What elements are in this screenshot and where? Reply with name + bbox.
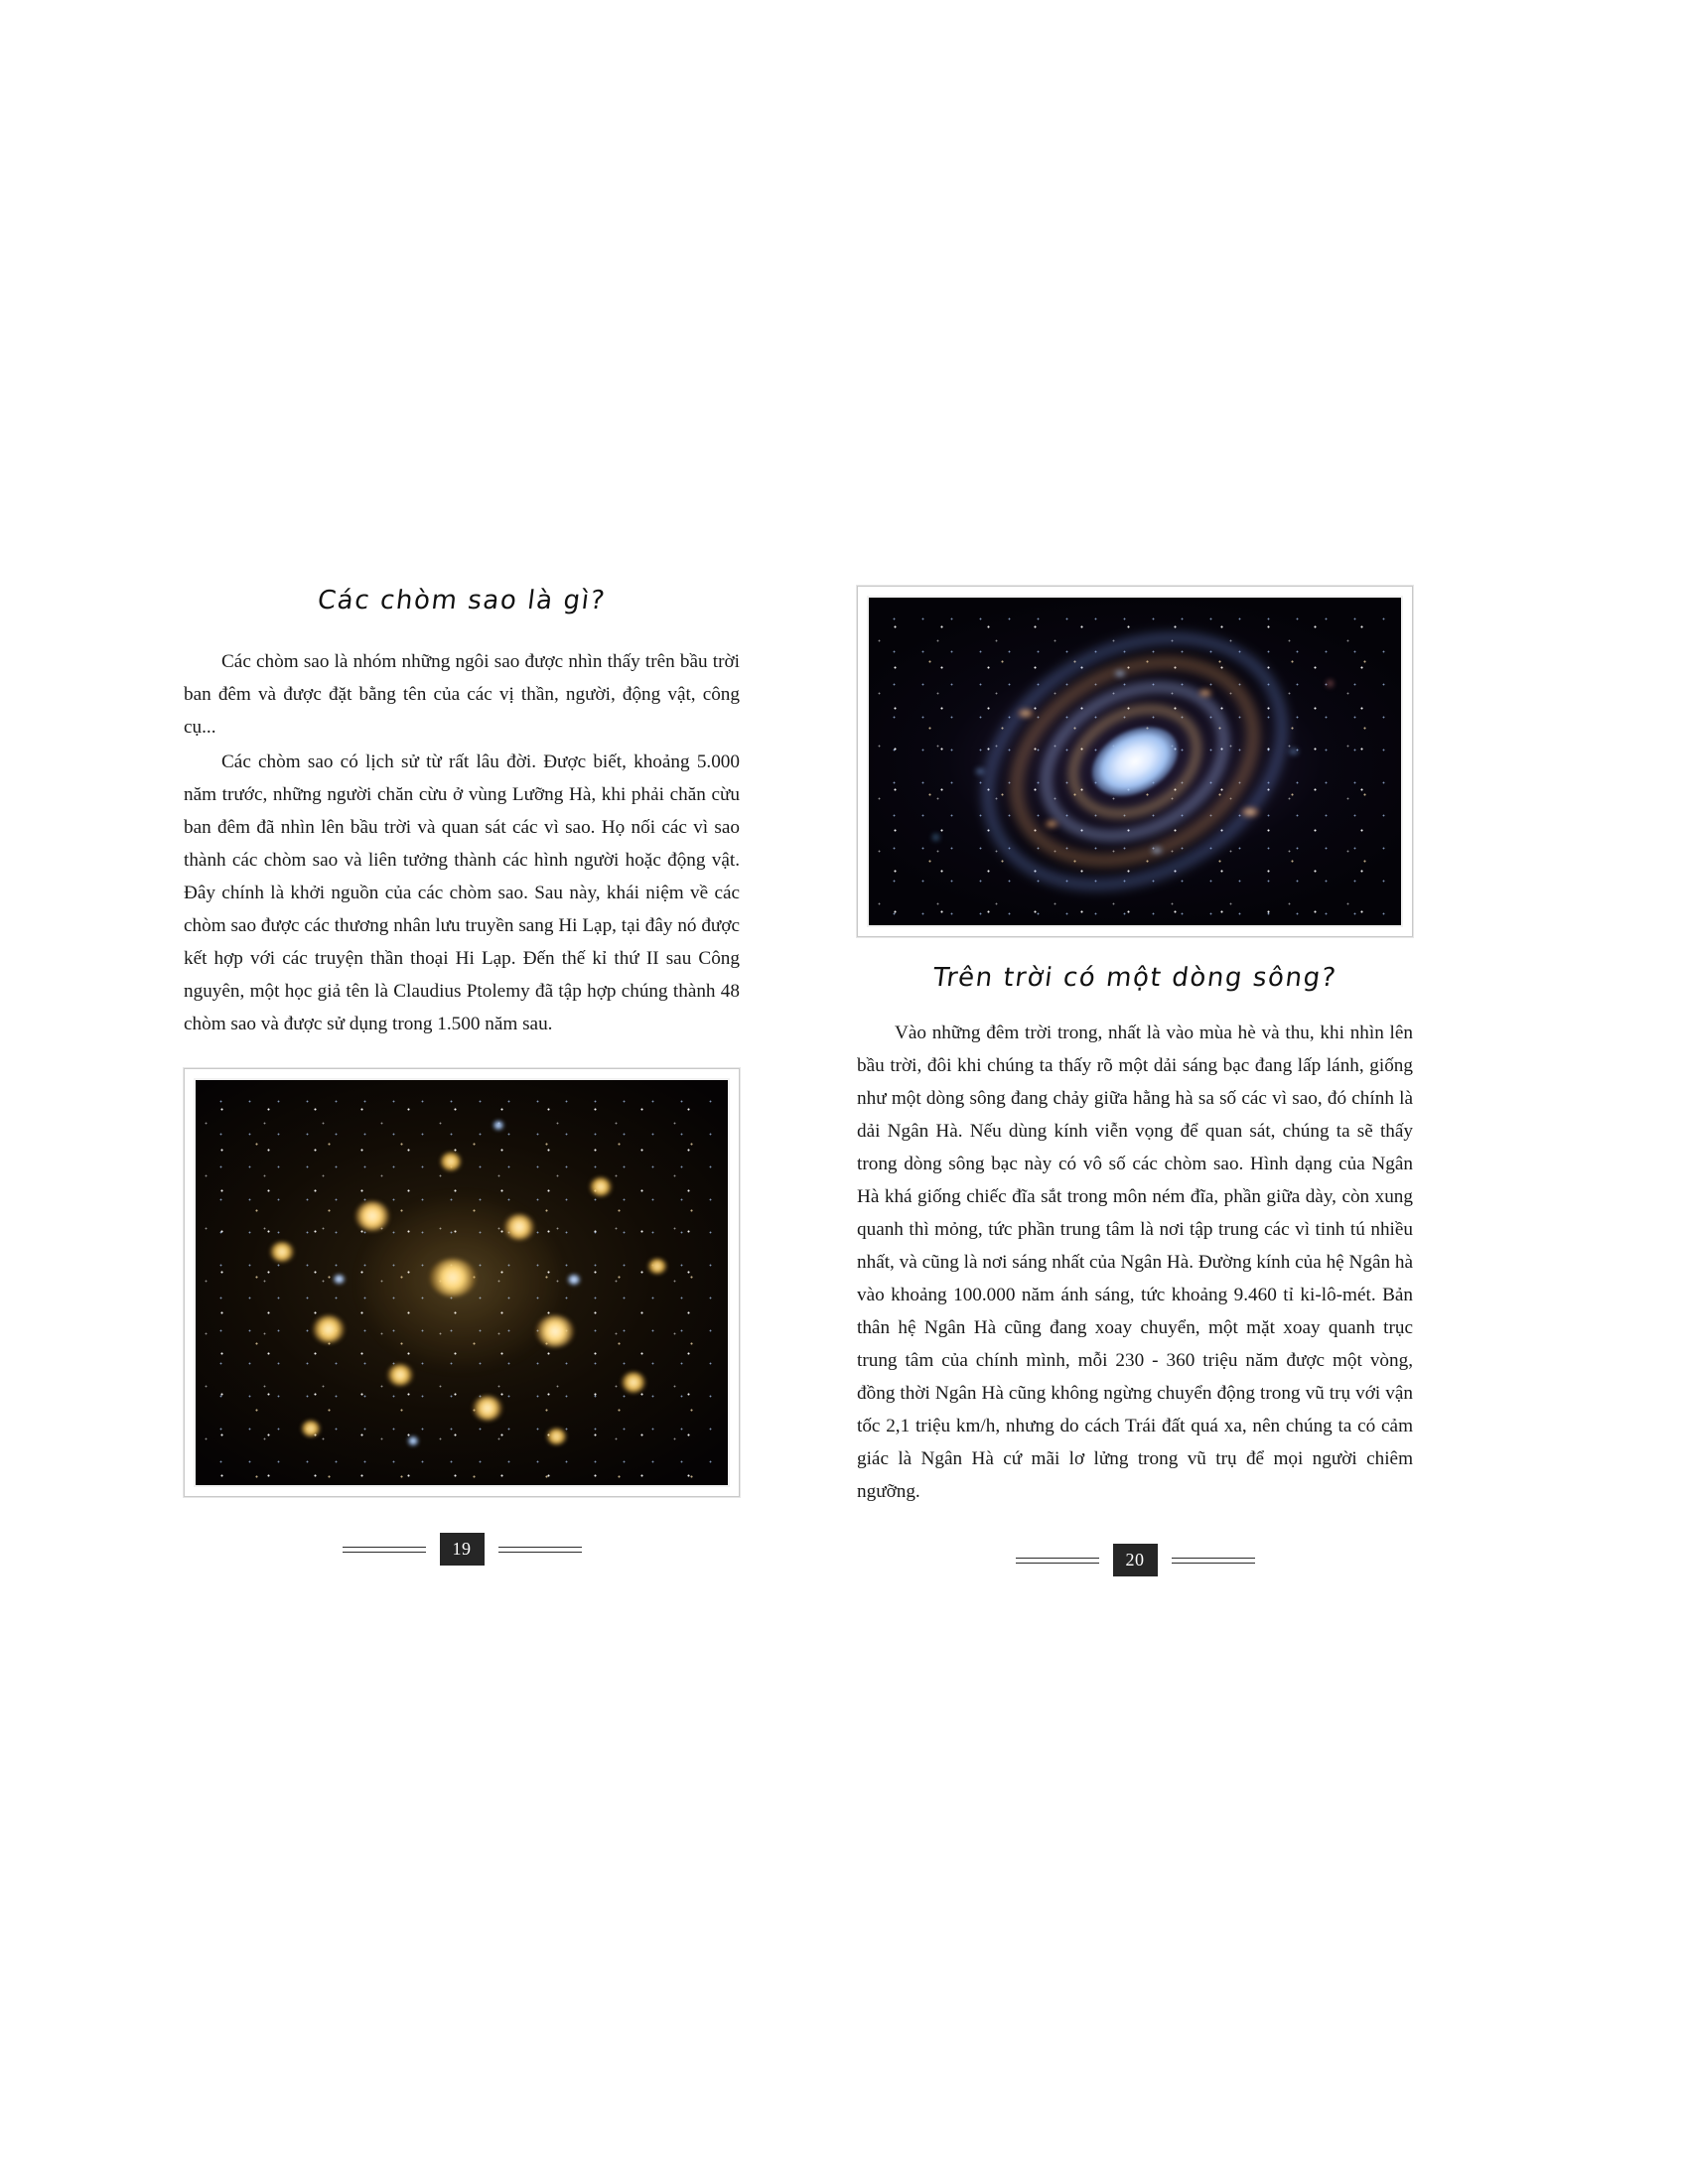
- rule-right: [1172, 1558, 1255, 1564]
- paragraph: Các chòm sao là nhóm những ngôi sao được nhìn thấy trên bầu trời ban đêm và được đặt bằng tên của các vị thần, người, động vật, công cụ...: [184, 651, 740, 738]
- page-right: [857, 586, 1413, 1576]
- page-number-ornament: [184, 1533, 740, 1566]
- image-frame: [184, 1068, 740, 1497]
- image-frame: [857, 586, 1413, 937]
- page-number: 19: [440, 1533, 485, 1566]
- page-number-ornament: [857, 1544, 1413, 1576]
- section-title: Trên trời có một dòng sông?: [930, 963, 1339, 993]
- rule-right: [498, 1547, 582, 1553]
- pages-container: [184, 586, 1504, 1576]
- page-title: Các chòm sao là gì?: [316, 586, 608, 615]
- page-number: 20: [1113, 1544, 1158, 1576]
- galaxy-cluster-photo: [196, 1080, 728, 1485]
- paragraph: Các chòm sao có lịch sử từ rất lâu đời. Được biết, khoảng 5.000 năm trước, những người chăn cừu ở vùng Lưỡng Hà, khi phải chăn cừu ban đêm đã nhìn lên bầu trời và quan sát các vì sao. Họ nối các vì sao thành các chòm sao và liên tưởng thành các hình người hoặc động vật. Đây chính là khởi nguồn của các chòm sao. Sau này, khái niệm về các chòm sao được các thương nhân lưu truyền sang Hi Lạp, tại đây nó được kết hợp với các truyện thần thoại Hi Lạp. Đến thế kỉ thứ II sau Công nguyên, một học giả tên là Claudius Ptolemy đã tập hợp chúng thành 48 chòm sao và được sử dụng trong 1.500 năm sau.: [184, 751, 740, 1034]
- image-frame-inner: [194, 1078, 730, 1487]
- paragraph: Vào những đêm trời trong, nhất là vào mùa hè và thu, khi nhìn lên bầu trời, đôi khi chúng ta thấy rõ một dải sáng bạc đang lấp lánh, giống như một dòng sông đang chảy giữa hằng hà sa số các vì sao, đó chính là dải Ngân Hà. Nếu dùng kính viễn vọng để quan sát, chúng ta sẽ thấy trong dòng sông bạc này có vô số các chòm sao. Hình dạng của Ngân Hà khá giống chiếc đĩa sắt trong môn ném đĩa, phần giữa dày, còn xung quanh thì mỏng, tức phần trung tâm là nơi tập trung các vì tinh tú nhiều nhất, và cũng là nơi sáng nhất của Ngân Hà. Đường kính của hệ Ngân hà vào khoảng 100.000 năm ánh sáng, tức khoảng 9.460 tỉ ki-lô-mét. Bản thân hệ Ngân Hà cũng đang xoay chuyển, một mặt xoay quanh trục trung tâm của chính mình, mỗi 230 - 360 triệu năm được một vòng, đồng thời Ngân Hà cũng không ngừng chuyển động trong vũ trụ với vận tốc 2,1 triệu km/h, nhưng do cách Trái đất quá xa, nên chúng ta có cảm giác là Ngân Hà cứ mãi lơ lửng trong vũ trụ để mọi người chiêm ngưỡng.: [857, 1023, 1413, 1502]
- page-left: [184, 586, 740, 1576]
- image-frame-inner: [867, 596, 1403, 927]
- spiral-galaxy-photo: [869, 598, 1401, 925]
- rule-left: [343, 1547, 426, 1553]
- rule-left: [1016, 1558, 1099, 1564]
